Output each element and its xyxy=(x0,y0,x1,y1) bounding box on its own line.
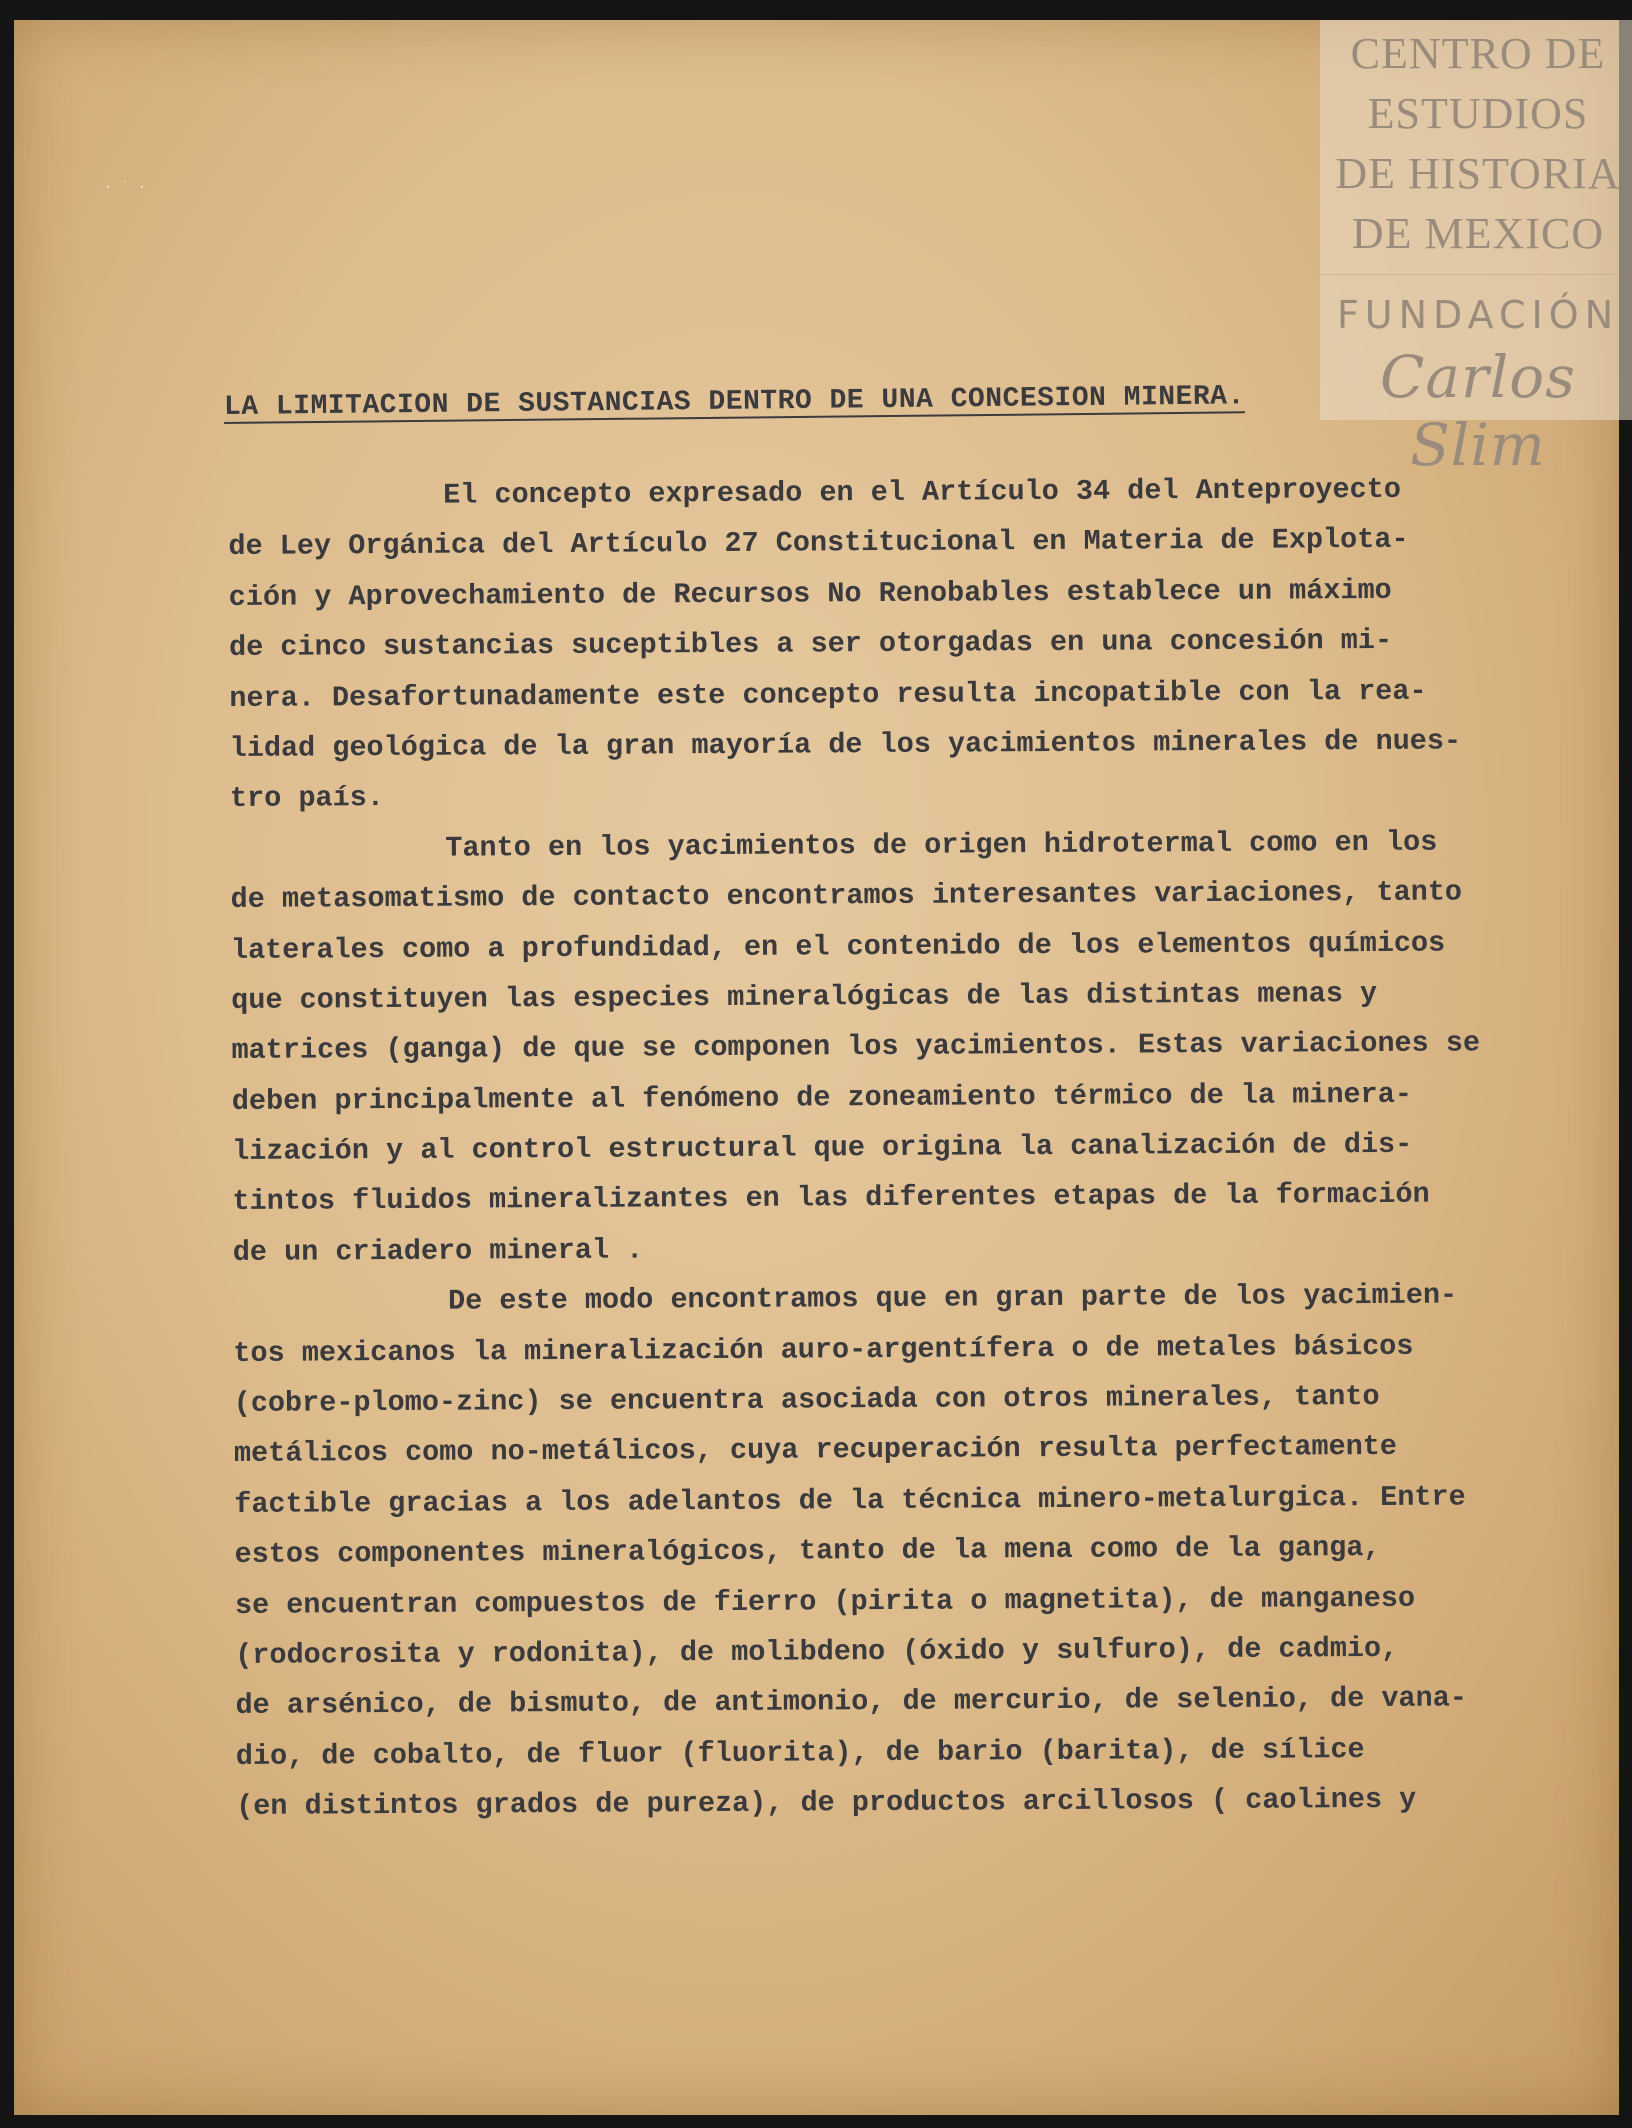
watermark-signature: Carlos Slim xyxy=(1380,343,1576,479)
text-line: estos componentes mineralógicos, tanto de la mena como de la ganga, xyxy=(234,1531,1381,1572)
text-line: (cobre-plomo-zinc) se encuentra asociada con otros minerales, tanto xyxy=(233,1380,1380,1421)
document-page xyxy=(14,20,1619,2115)
text-line: lización y al control estructural que origina la canalización de dis- xyxy=(232,1127,1413,1169)
text-line: deben principalmente al fenómeno de zoneamiento térmico de la minera- xyxy=(231,1077,1413,1118)
watermark-line: ESTUDIOS xyxy=(1367,89,1589,138)
text-line: de un criadero mineral . xyxy=(232,1233,644,1269)
text-line: de metasomatismo de contacto encontramos interesantes variaciones, tanto xyxy=(230,875,1463,917)
text-line: de arsénico, de bismuto, de antimonio, de mercurio, de selenio, de vana- xyxy=(235,1681,1468,1723)
text-line: dio, de cobalto, de fluor (fluorita), de bario (barita), de sílice xyxy=(235,1732,1365,1773)
document-title: LA LIMITACION DE SUSTANCIAS DENTRO DE UNA CONCESION MINERA. xyxy=(223,381,1245,423)
watermark-line: CENTRO DE xyxy=(1350,29,1606,78)
text-line: nera. Desafortunadamente este concepto resulta incopatible con la rea- xyxy=(229,674,1427,715)
text-line: Tanto en los yacimientos de origen hidrotermal como en los xyxy=(445,825,1438,865)
text-line: matrices (ganga) de que se componen los yacimientos. Estas variaciones se xyxy=(231,1026,1481,1068)
text-line: tos mexicanos la mineralización auro-argentífera o de metales básicos xyxy=(233,1329,1414,1370)
text-line: factible gracias a los adelantos de la técnica minero-metalurgica. Entre xyxy=(234,1480,1466,1521)
text-line: de Ley Orgánica del Artículo 27 Constitucional en Materia de Explota- xyxy=(228,523,1409,564)
watermark-line: DE HISTORIA xyxy=(1335,149,1621,198)
document-body xyxy=(228,464,1586,1833)
archive-watermark xyxy=(1320,20,1632,479)
watermark-line: DE MEXICO xyxy=(1351,209,1605,258)
text-line: El concepto expresado en el Artículo 34 del Anteproyecto xyxy=(443,472,1401,512)
watermark-foundation: FUNDACIÓN xyxy=(1336,293,1620,337)
text-line: metálicos como no-metálicos, cuya recuperación resulta perfectamente xyxy=(233,1430,1398,1471)
text-line: tintos fluidos mineralizantes en las diferentes etapas de la formación xyxy=(232,1178,1430,1219)
text-line: De este modo encontramos que en gran parte de los yacimien- xyxy=(447,1278,1458,1318)
paper-marks: · ˙ · xyxy=(104,180,147,196)
text-line: se encuentran compuestos de fierro (pirita o magnetita), de manganeso xyxy=(234,1581,1416,1622)
text-line: que constituyen las especies mineralógicas de las distintas menas y xyxy=(231,976,1378,1017)
text-line: de cinco sustancias suceptibles a ser otorgadas en una concesión mi- xyxy=(228,624,1393,665)
text-line: ción y Aprovechamiento de Recursos No Renobables establece un máximo xyxy=(228,573,1392,614)
text-line: laterales como a profundidad, en el contenido de los elementos químicos xyxy=(230,926,1446,967)
text-line: tro país. xyxy=(229,781,385,816)
text-line: (rodocrosita y rodonita), de molibdeno (óxido y sulfuro), de cadmio, xyxy=(235,1631,1399,1672)
text-line: (en distintos grados de pureza), de productos arcillosos ( caolines y xyxy=(236,1782,1417,1824)
text-line: lidad geológica de la gran mayoría de los yacimientos minerales de nues- xyxy=(229,724,1462,765)
